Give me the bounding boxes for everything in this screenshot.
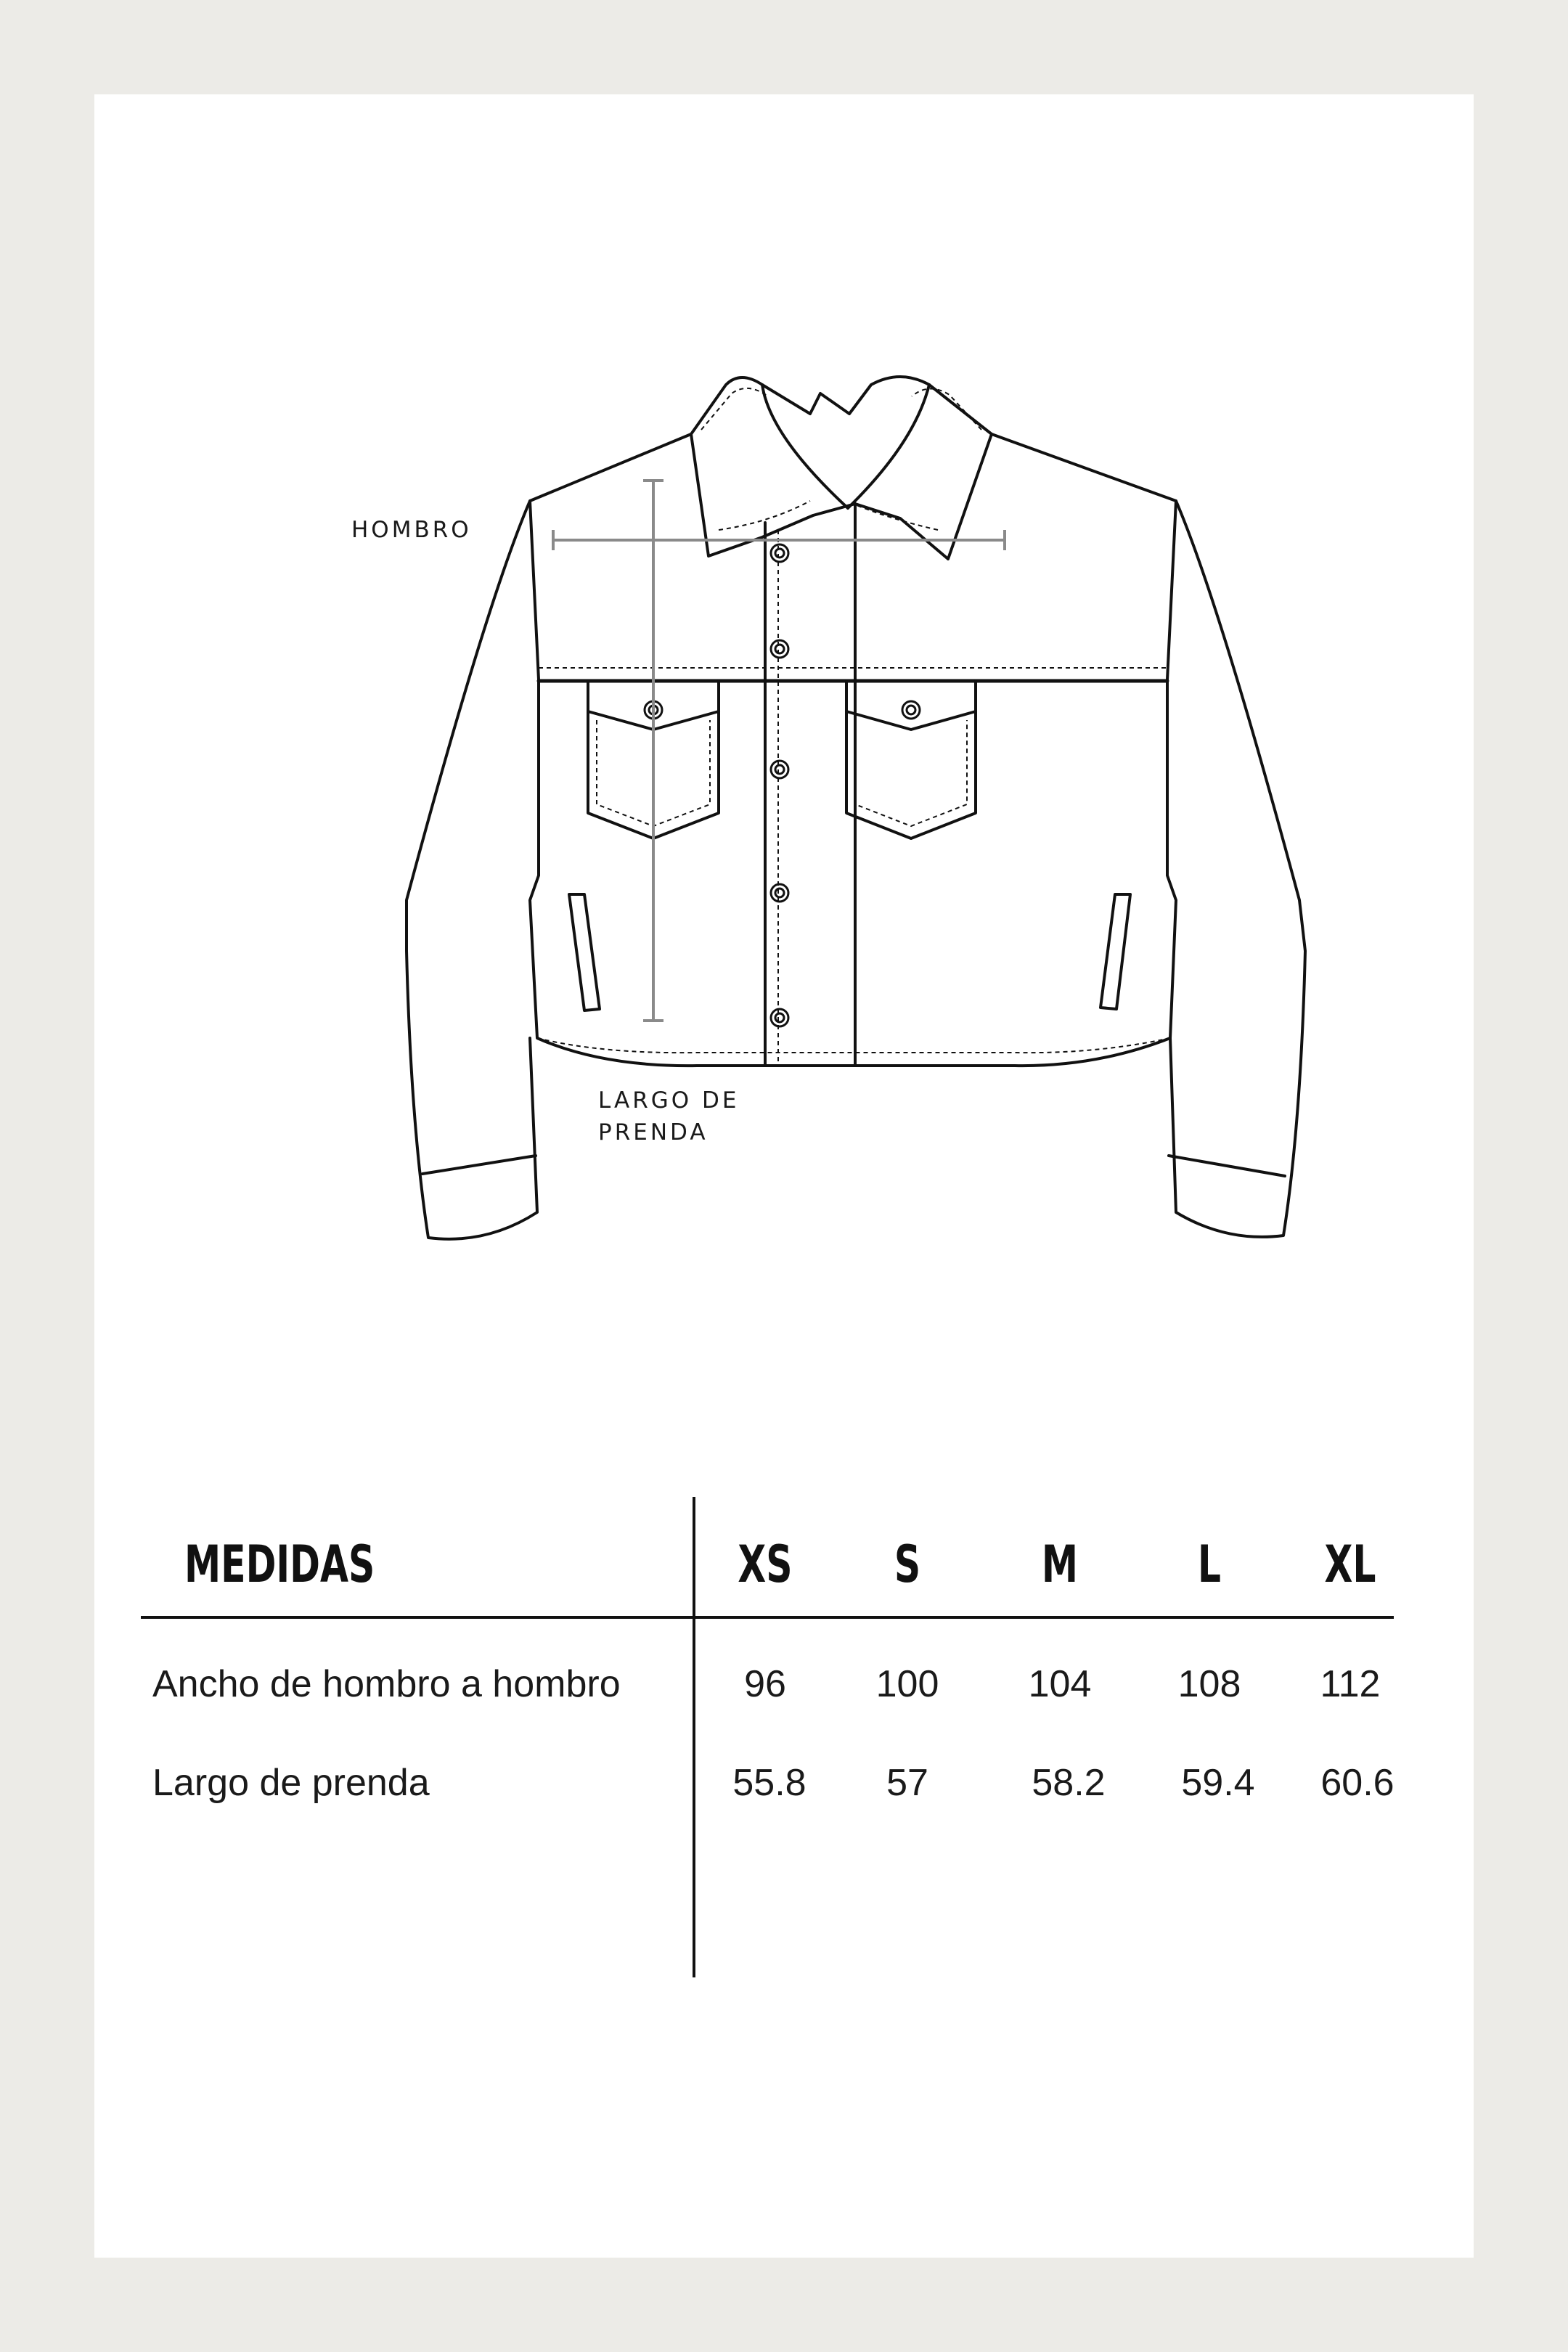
table-cell: 55.8 bbox=[732, 1762, 807, 1804]
shoulder-label: HOMBRO bbox=[351, 517, 472, 543]
size-header: L bbox=[1197, 1535, 1222, 1594]
table-cell: 60.6 bbox=[1320, 1762, 1395, 1804]
size-header: M bbox=[1041, 1535, 1079, 1594]
size-guide-card bbox=[94, 94, 1474, 2258]
table-cell: 96 bbox=[744, 1663, 786, 1705]
table-cell: 112 bbox=[1320, 1663, 1381, 1705]
table-cell: 58.2 bbox=[1032, 1762, 1106, 1804]
size-header: XL bbox=[1324, 1535, 1376, 1594]
table-cell: 59.4 bbox=[1181, 1762, 1255, 1804]
table-cell: 104 bbox=[1028, 1663, 1092, 1705]
length-label: LARGO DE PRENDA bbox=[598, 1087, 740, 1146]
table-cell: 100 bbox=[875, 1663, 939, 1705]
row-label-garment-length: Largo de prenda bbox=[152, 1762, 430, 1804]
table-cell: 108 bbox=[1177, 1663, 1241, 1705]
size-header: XS bbox=[738, 1535, 793, 1594]
table-cell: 57 bbox=[886, 1762, 928, 1804]
size-header: S bbox=[894, 1535, 921, 1594]
row-label-shoulder-width: Ancho de hombro a hombro bbox=[152, 1663, 621, 1705]
table-grid bbox=[94, 94, 1474, 2258]
table-header-title: MEDIDAS bbox=[184, 1535, 375, 1594]
